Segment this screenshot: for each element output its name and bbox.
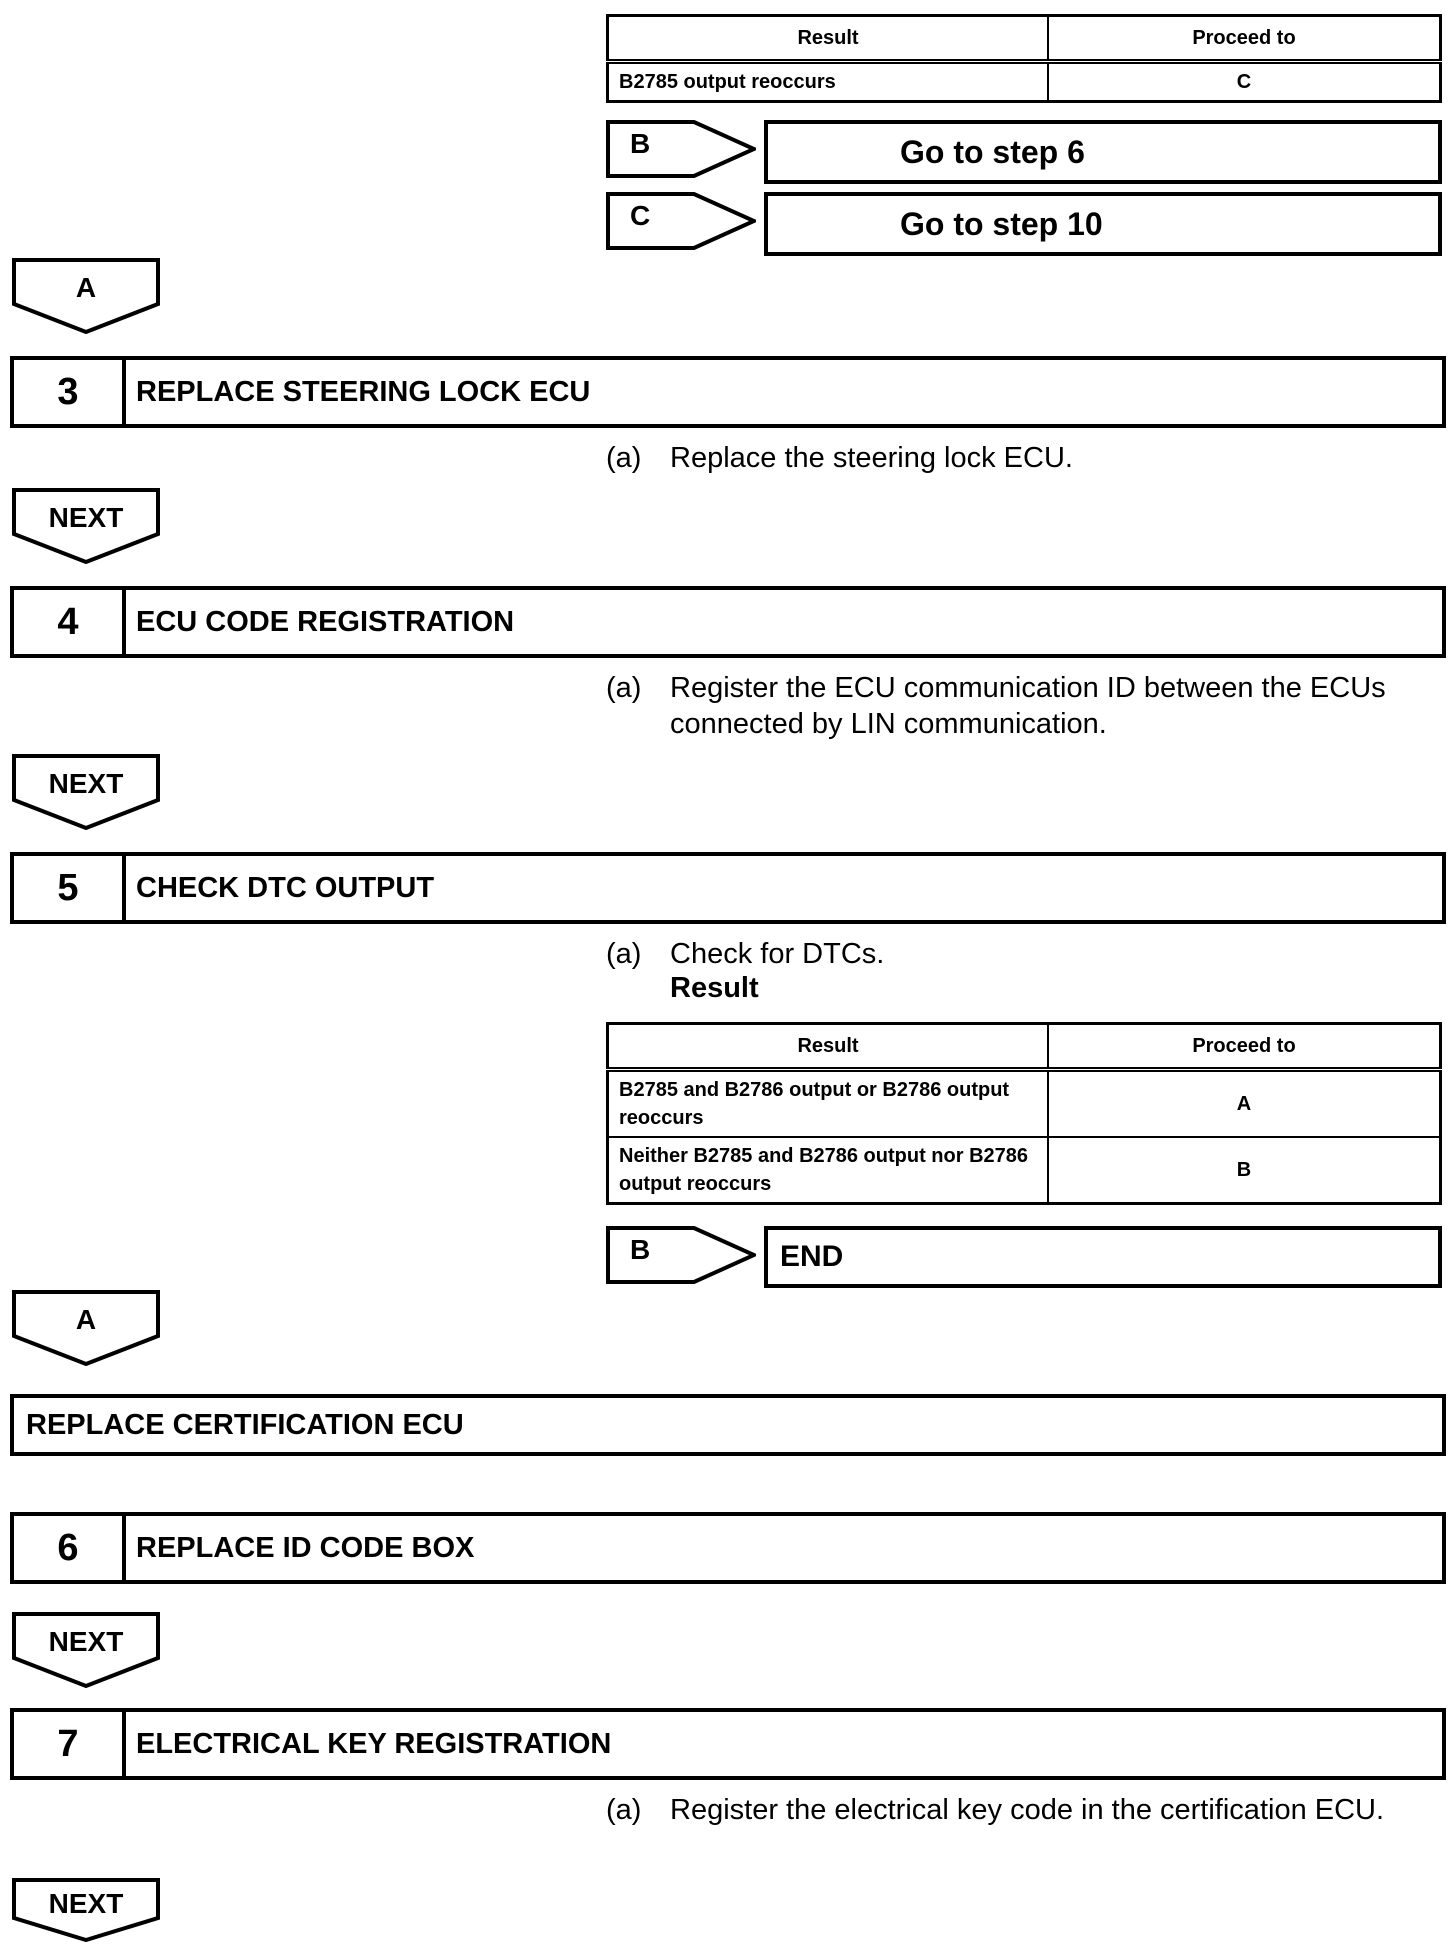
result-table-2 [606, 1022, 1442, 1205]
flow-label: NEXT [48, 768, 124, 799]
instruction-marker: (a) [606, 672, 642, 704]
instruction-marker: (a) [606, 442, 642, 474]
next-arrow[interactable] [12, 488, 160, 564]
flow-label: A [75, 272, 97, 303]
branch-label: B [630, 1234, 651, 1265]
step-number: 7 [14, 1712, 126, 1776]
step-title: REPLACE ID CODE BOX [136, 1531, 475, 1564]
instruction-text: Register the electrical key code in the certification ECU. [670, 1794, 1385, 1826]
goto-step-6-link[interactable]: Go to step 6 [764, 120, 1442, 184]
table-header-result: Result [608, 1024, 1049, 1070]
table-cell-result: B2785 and B2786 output or B2786 output reoccurs [608, 1070, 1049, 1138]
step-7-header [10, 1708, 1446, 1780]
instruction-marker: (a) [606, 938, 642, 970]
table-header-result: Result [608, 16, 1049, 62]
step-number: 4 [14, 590, 126, 654]
result-table-1 [606, 14, 1442, 103]
table-cell-proceed: A [1048, 1070, 1441, 1138]
table-cell-result: B2785 output reoccurs [608, 62, 1049, 102]
branch-tab-c[interactable] [606, 192, 756, 250]
result-label: Result [670, 972, 759, 1004]
flow-label: A [75, 1304, 97, 1335]
step-title: ECU CODE REGISTRATION [136, 605, 515, 638]
step-number: 6 [14, 1516, 126, 1580]
next-arrow[interactable] [12, 754, 160, 830]
table-cell-proceed: B [1048, 1137, 1441, 1204]
flow-arrow-a[interactable] [12, 258, 160, 334]
table-cell-result: Neither B2785 and B2786 output nor B2786 output reoccurs [608, 1137, 1049, 1204]
table-row [608, 1137, 1441, 1204]
table-header-proceed: Proceed to [1048, 1024, 1441, 1070]
branch-tab-b-end[interactable] [606, 1226, 756, 1284]
branch-label: B [630, 128, 651, 159]
table-row [608, 62, 1441, 102]
step-number: 5 [14, 856, 126, 920]
replace-certification-ecu-box: REPLACE CERTIFICATION ECU [10, 1394, 1446, 1456]
branch-tab-b[interactable] [606, 120, 756, 178]
instruction-text: Check for DTCs. [670, 938, 885, 970]
branch-arrow-icon [606, 192, 756, 250]
next-arrow[interactable] [12, 1878, 160, 1954]
branch-arrow-icon [606, 1226, 756, 1284]
step-4-header [10, 586, 1446, 658]
goto-step-10-link[interactable]: Go to step 10 [764, 192, 1442, 256]
branch-arrow-icon [606, 120, 756, 178]
flow-label: NEXT [48, 1626, 124, 1657]
step-title: CHECK DTC OUTPUT [136, 871, 435, 904]
step-6-header [10, 1512, 1446, 1584]
instruction-marker: (a) [606, 1794, 642, 1826]
table-row [608, 1070, 1441, 1138]
step-title: ELECTRICAL KEY REGISTRATION [136, 1727, 612, 1760]
instruction-text-line-2: connected by LIN communication. [670, 708, 1107, 740]
end-box: END [764, 1226, 1442, 1288]
branch-label: C [630, 200, 651, 231]
step-number: 3 [14, 360, 126, 424]
step-5-header [10, 852, 1446, 924]
instruction-text: Replace the steering lock ECU. [670, 442, 1073, 474]
step-3-header [10, 356, 1446, 428]
flow-arrow-a[interactable] [12, 1290, 160, 1366]
table-cell-proceed: C [1048, 62, 1441, 102]
step-title: REPLACE STEERING LOCK ECU [136, 375, 591, 408]
flow-label: NEXT [48, 502, 124, 533]
table-header-proceed: Proceed to [1048, 16, 1441, 62]
next-arrow[interactable] [12, 1612, 160, 1688]
instruction-text-line-1: Register the ECU communication ID between the ECUs [670, 672, 1386, 704]
flow-label: NEXT [48, 1888, 124, 1919]
